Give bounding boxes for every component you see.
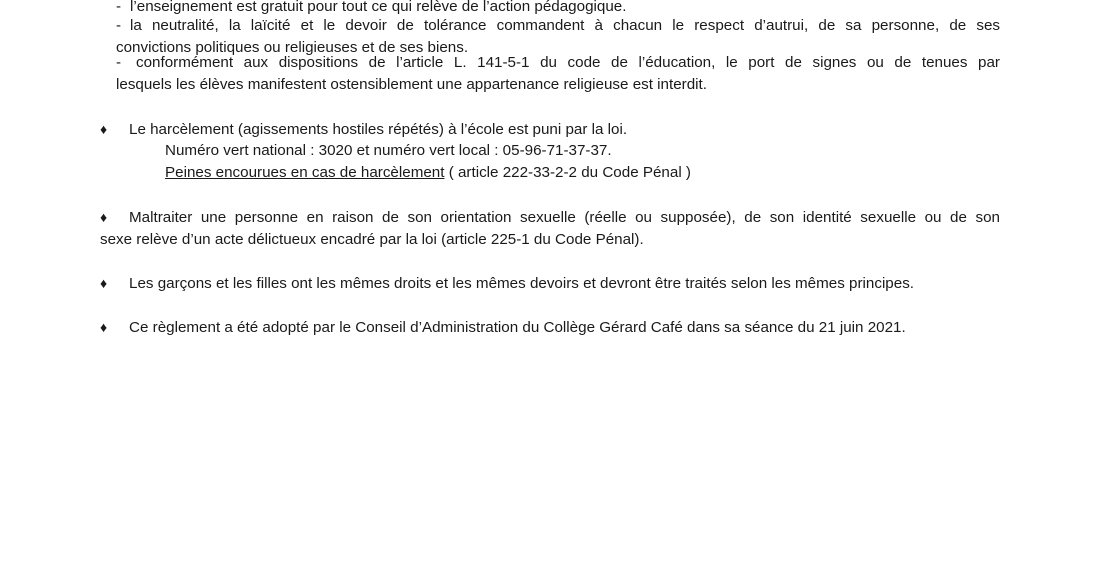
list-item — [116, 52, 1000, 96]
paragraph-orientation — [100, 206, 1000, 251]
list-item-text: la neutralité, la laïcité et le devoir de tolérance commandent à chacun le respect d’autrui, de sa personne, de ses — [130, 17, 1000, 34]
peines-link[interactable]: Peines encourues en cas de harcèlement — [165, 164, 445, 181]
peines-line — [165, 162, 691, 184]
paragraph-harcelement — [100, 118, 1000, 141]
diamond-bullet-icon: ♦ — [100, 209, 108, 225]
diamond-bullet-icon: ♦ — [100, 275, 108, 291]
paragraph-egalite — [100, 272, 1000, 295]
orientation-text: Maltraiter une personne en raison de son orientation sexuelle (réelle ou supposée), de son identité sexuelle ou de son — [129, 209, 1000, 226]
peines-reference: ( article 222-33-2-2 du Code Pénal ) — [444, 164, 691, 181]
diamond-bullet-icon: ♦ — [100, 121, 108, 137]
list-item-line — [116, 15, 1000, 37]
list-item-continuation: lesquels les élèves manifestent ostensiblement une appartenance religieuse est interdit. — [116, 76, 707, 93]
list-item-line — [116, 52, 1000, 74]
list-item-text: conformément aux dispositions de l’article L. 141-5-1 du code de l’éducation, le port de signes ou de tenues par — [136, 54, 1000, 71]
harcelement-text: Le harcèlement (agissements hostiles répétés) à l’école est puni par la loi. — [129, 121, 628, 138]
list-item-continuation: convictions politiques ou religieuses et de ses biens. — [116, 39, 469, 56]
egalite-text: Les garçons et les filles ont les mêmes droits et les mêmes devoirs et devront être traités selon les mêmes principes. — [129, 275, 915, 292]
numeros-verts: Numéro vert national : 3020 et numéro vert local : 05-96-71-37-37. — [165, 142, 612, 159]
orientation-line-2: sexe relève d’un acte délictueux encadré par la loi (article 225-1 du Code Pénal). — [100, 231, 644, 248]
dash-marker: - — [116, 17, 122, 34]
paragraph-adoption — [100, 316, 1000, 339]
dash-marker: - — [116, 54, 122, 71]
dash-marker: - — [116, 0, 122, 15]
adoption-text: Ce règlement a été adopté par le Conseil d’Administration du Collège Gérard Café dans sa séance du 21 juin 2021. — [129, 319, 906, 336]
diamond-bullet-icon: ♦ — [100, 319, 108, 335]
orientation-line-1 — [100, 206, 1000, 229]
list-item-text: l’enseignement est gratuit pour tout ce qui relève de l’action pédagogique. — [130, 0, 627, 15]
